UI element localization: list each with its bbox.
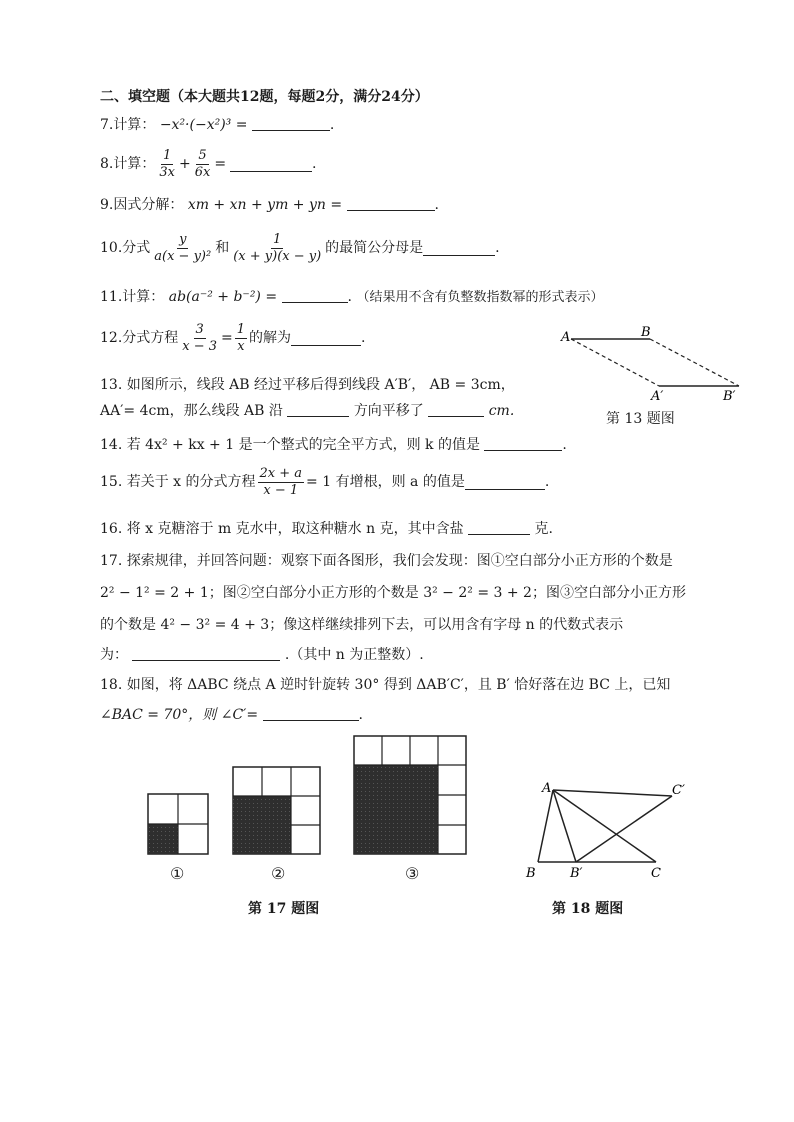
segment-ac-prime xyxy=(553,790,672,796)
answer-blank-8[interactable] xyxy=(230,157,312,172)
figure-18 xyxy=(520,778,700,882)
answer-blank-11[interactable] xyxy=(282,288,348,303)
answer-blank-16[interactable] xyxy=(468,520,530,535)
question-15: 15. 若关于 x 的分式方程 $\frac{2x + a}{x - 1}$ = 1 有增根，则 a 的值是 . xyxy=(100,465,550,498)
label-b-prime: B′ xyxy=(723,389,736,402)
segment-ab-prime xyxy=(553,790,576,862)
fraction: $\frac{3}{x - 3}$ xyxy=(182,321,218,354)
label-c: C xyxy=(651,866,661,881)
question-8: 8. 计算： $\frac{1}{3x}$ + $\frac{5}{6x}$ = . xyxy=(100,147,317,180)
figure-mark-3: ③ xyxy=(405,864,420,883)
answer-blank-12[interactable] xyxy=(291,331,361,346)
fraction: $\frac{y}{\text{a(x − y)²}}$ xyxy=(154,231,212,264)
section-heading: 二、填空题（本大题共12题，每题2分，满分24分） xyxy=(100,89,429,105)
question-11: 11.计算： ab(a⁻² + b⁻²) = . （结果用不含有负整数指数幂的形式表示） xyxy=(100,289,604,305)
question-17-line-4: 为： .（其中 n 为正整数）. xyxy=(100,647,424,663)
shaded-square xyxy=(354,765,438,854)
shaded-square xyxy=(148,824,178,854)
fraction: $\frac{1}{(x + y)(x - y)}$ xyxy=(233,231,322,264)
shaded-square xyxy=(233,796,291,854)
question-17-line-2: 2² − 1² = 2 + 1；图②空白部分小正方形的个数是 3² − 2² = 3 + 2；图③空白部分小正方形 xyxy=(100,585,686,601)
label-c-prime: C′ xyxy=(672,783,685,798)
question-17-line-1: 17. 探索规律，并回答问题：观察下面各图形，我们会发现：图①空白部分小正方形的个数是 xyxy=(100,553,673,569)
question-16: 16. 将 x 克糖溶于 m 克水中，取这种糖水 n 克，其中含盐 克. xyxy=(100,521,553,537)
label-a-prime: A′ xyxy=(651,389,664,402)
answer-blank-10[interactable] xyxy=(423,241,495,256)
label-a: A xyxy=(542,781,552,796)
label-b: B xyxy=(526,866,536,881)
fraction: $\frac{2x + a}{x - 1}$ xyxy=(259,465,303,498)
figure-17-caption: 第 17 题图 xyxy=(248,901,320,917)
segment-ab xyxy=(538,790,553,862)
question-9: 9.因式分解： xm + xn + ym + yn = . xyxy=(100,197,439,213)
dashed-bb2 xyxy=(650,339,739,386)
answer-blank-15[interactable] xyxy=(465,475,545,490)
segment-ac xyxy=(553,790,656,862)
question-18-line-1: 18. 如图，将 ΔABC 绕点 A 逆时针旋转 30° 得到 ΔAB′C′，且 B′ 恰好落在边 BC 上，已知 xyxy=(100,677,671,693)
answer-blank-13b[interactable] xyxy=(428,402,484,417)
answer-blank-13a[interactable] xyxy=(287,402,349,417)
pattern-figure-3 xyxy=(354,736,466,854)
question-10: 10. 分式 $\frac{y}{\text{a(x − y)²}}$ 和 $\frac{1}{(x + y)(x - y)}$ 的最简公分母是 . xyxy=(100,231,500,264)
question-12: 12. 分式方程 $\frac{3}{x - 3}$ = $\frac{1}{x}$ 的解为 . xyxy=(100,321,366,354)
question-17-line-3: 的个数是 4² − 3² = 4 + 3；像这样继续排列下去，可以用含有字母 n 的代数式表示 xyxy=(100,617,624,633)
label-b-prime: B′ xyxy=(570,866,583,881)
question-14: 14. 若 4x² + kx + 1 是一个整式的完全平方式，则 k 的值是 . xyxy=(100,437,567,453)
answer-blank-14[interactable] xyxy=(484,436,562,451)
figure-13 xyxy=(555,322,755,402)
fraction: $\frac{1}{x}$ xyxy=(236,321,246,354)
question-13-line-1: 13. 如图所示，线段 AB 经过平移后得到线段 A′B′， AB = 3cm， xyxy=(100,377,515,393)
segment-b-prime-c-prime xyxy=(576,796,672,862)
answer-blank-17[interactable] xyxy=(132,646,280,661)
dashed-aa2 xyxy=(571,339,659,386)
figure-13-caption: 第 13 题图 xyxy=(606,411,675,427)
fraction: $\frac{5}{6x}$ xyxy=(194,147,211,180)
question-13-line-2: AA′= 4cm，那么线段 AB 沿 方向平移了 cm. xyxy=(100,403,515,419)
label-b: B xyxy=(641,325,651,340)
answer-blank-7[interactable] xyxy=(252,116,330,131)
answer-blank-9[interactable] xyxy=(347,196,435,211)
figure-17 xyxy=(140,730,480,860)
answer-blank-18[interactable] xyxy=(263,706,359,721)
question-18-line-2: ∠BAC = 70°，则 ∠C′= . xyxy=(100,707,363,723)
question-7: 7.计算： −x²·(−x²)³ = . xyxy=(100,117,335,133)
pattern-figure-1 xyxy=(148,794,208,854)
pattern-figure-2 xyxy=(233,767,320,854)
fraction: $\frac{1}{3x}$ xyxy=(159,147,175,180)
figure-mark-2: ② xyxy=(271,864,286,883)
figure-18-caption: 第 18 题图 xyxy=(552,901,624,917)
figure-mark-1: ① xyxy=(170,864,185,883)
label-a: A xyxy=(561,330,571,345)
